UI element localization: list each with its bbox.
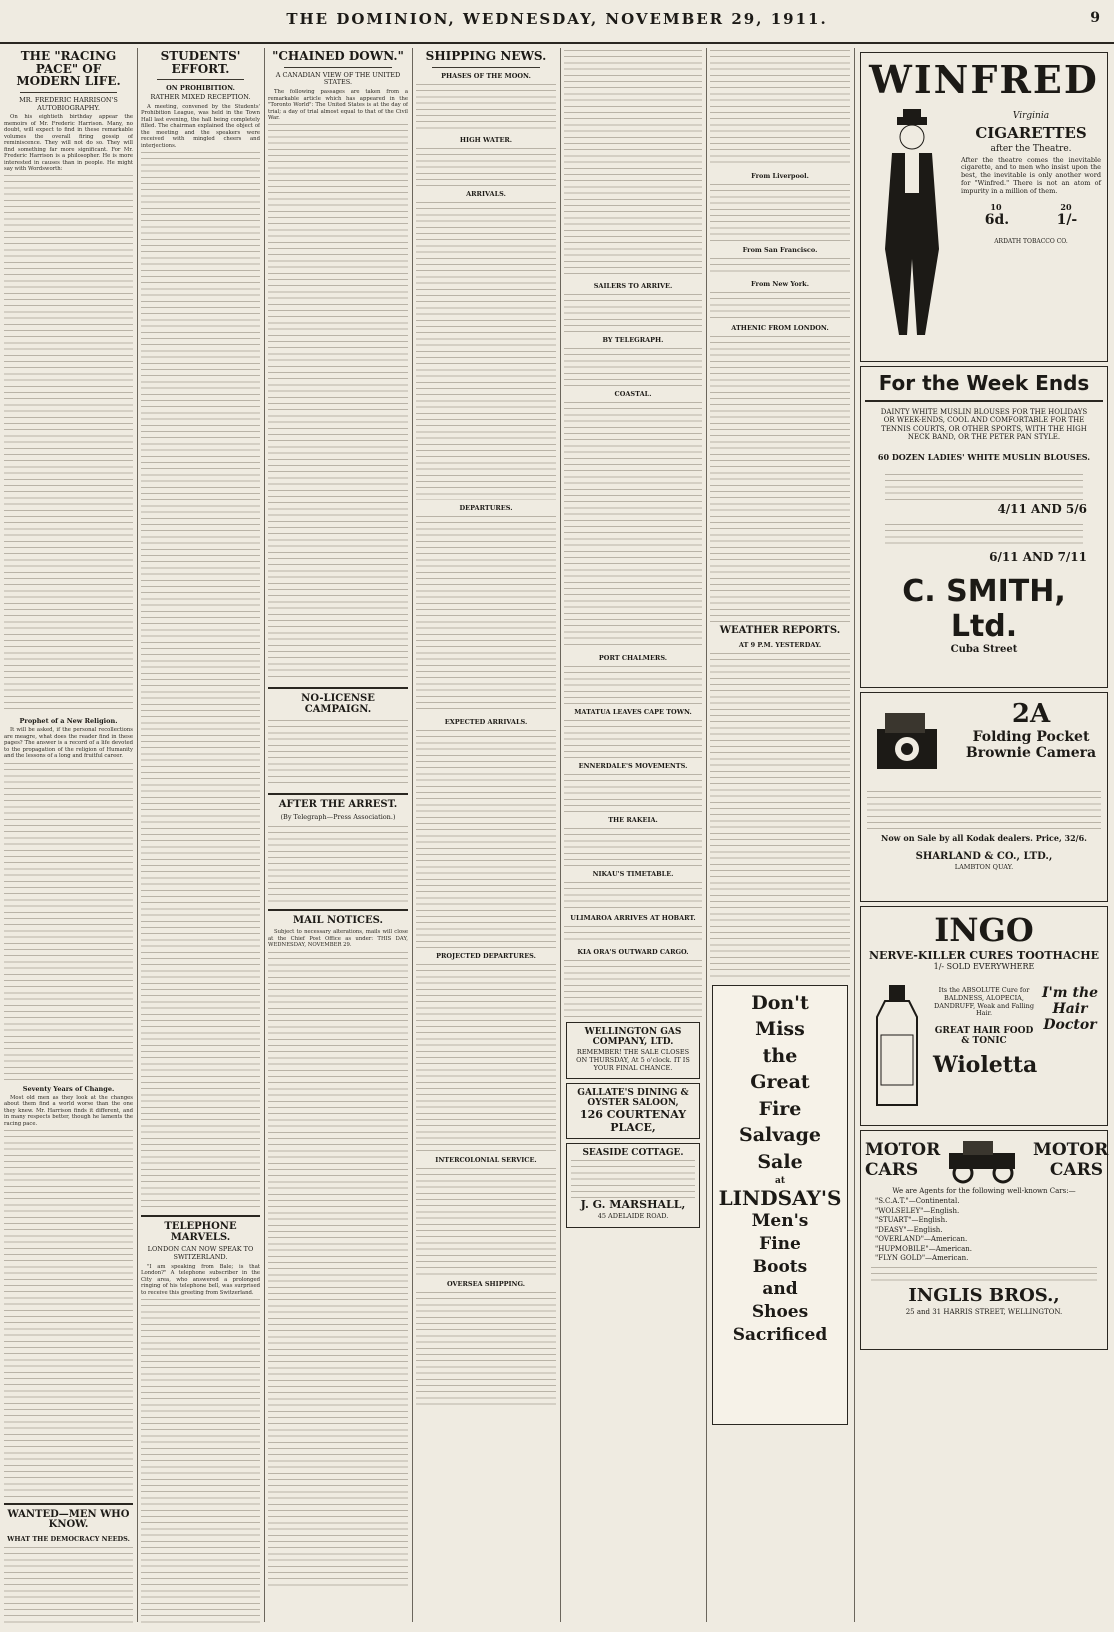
winfred-maker: ARDATH TOBACCO CO.	[994, 237, 1068, 245]
text-block	[564, 958, 702, 1018]
article-dek: (By Telegraph—Press Association.)	[280, 812, 396, 821]
winfred-count-1: 10	[990, 201, 1002, 212]
advert-title: SEASIDE COTTAGE.	[582, 1148, 684, 1159]
article-headline: WANTED—MEN WHO KNOW.	[7, 1508, 130, 1531]
salvage-word: Sale	[757, 1151, 803, 1174]
motor-list-item: "HUPMOBILE"—American.	[875, 1244, 972, 1253]
text-block	[564, 346, 702, 386]
article-dek: RATHER MIXED RECEPTION.	[150, 93, 251, 102]
hair-tonic: GREAT HAIR FOOD & TONIC	[934, 1026, 1034, 1047]
section-subhead: ARRIVALS.	[466, 189, 506, 198]
text-block	[564, 664, 702, 704]
winfred-copy-block	[961, 109, 1101, 247]
section-subhead: COASTAL.	[614, 390, 652, 398]
divider	[4, 1503, 133, 1505]
motor-list-item: "DEASY"—English.	[875, 1225, 943, 1234]
bottle-icon	[867, 985, 927, 1109]
text-block	[564, 400, 702, 650]
ingo-tag: NERVE-KILLER CURES TOOTHACHE	[868, 949, 1100, 962]
salvage-word: Fine	[759, 1233, 801, 1254]
bottle-drawing	[867, 985, 927, 1109]
kodak-name: Folding Pocket Brownie Camera	[965, 729, 1097, 761]
article-paragraph: It will be asked, if the personal recollections are meagre, what does the reader find in these pages? The answer is a record of a life devoted to the propagation of the religion of Humanity and the lessons of a long and fruitful career.	[4, 727, 133, 760]
article-paragraph: On his eightieth birthday appear the memoirs of Mr. Frederic Harrison. Many, no doubt, will expect to find in these remarkable volumes the overall firing gossip of reminiscence. They will not do so. They will find something far more significant. For Mr. Frederic Harrison is a philosopher. He is more interested in causes than in people. He might say with Wordsworth:	[4, 114, 133, 172]
hair-headline: I'm the Hair Doctor	[1041, 985, 1099, 1033]
advert-motor-cars	[860, 1130, 1108, 1350]
masthead	[0, 8, 1114, 44]
salvage-word: Great	[750, 1071, 810, 1094]
section-subhead: DEPARTURES.	[459, 503, 513, 512]
section-subhead: PHASES OF THE MOON.	[441, 71, 531, 80]
salvage-words	[717, 990, 843, 1176]
winfred-counts	[961, 202, 1101, 212]
text-block	[4, 1128, 133, 1498]
text-block	[885, 472, 1083, 502]
article-dek: A CANADIAN VIEW OF THE UNITED STATES.	[275, 70, 401, 87]
article-paragraph: Subject to necessary alterations, mails will close at the Chief Post Office as under: THIS DAY, WEDNESDAY, NOVEMBER 29.	[268, 929, 408, 949]
advert-copy: REMEMBER! THE SALE CLOSES ON THURSDAY, At 5 o'clock. IT IS YOUR FINAL CHANCE.	[576, 1048, 690, 1072]
text-block	[564, 718, 702, 758]
motor-address: 25 and 31 HARRIS STREET, WELLINGTON.	[905, 1308, 1063, 1317]
article-body	[4, 1095, 133, 1127]
text-block	[867, 789, 1101, 829]
text-block	[564, 826, 702, 866]
text-block	[416, 1166, 556, 1276]
kodak-model: 2A	[1011, 699, 1051, 729]
article-subhead: Prophet of a New Religion.	[19, 717, 118, 726]
ingo-price: 1/- SOLD EVERYWHERE	[933, 962, 1035, 971]
article-dek: MR. FREDERIC HARRISON'S AUTOBIOGRAPHY.	[19, 95, 118, 112]
winfred-tag: after the Theatre.	[990, 143, 1072, 154]
advert-title: GALLATE'S DINING & OYSTER SALOON,	[577, 1088, 689, 1109]
article-body	[4, 727, 133, 759]
winfred-brand: WINFRED	[869, 57, 1099, 102]
text-block	[416, 200, 556, 500]
motor-list-item: "OVERLAND"—American.	[875, 1235, 968, 1244]
column-1	[4, 48, 133, 1624]
section-subhead: ULIMAROA ARRIVES AT HOBART.	[570, 914, 696, 922]
article-paragraph: "I am speaking from Bale; is that London?" A telephone subscriber in the City area, who answered a prolonged ringing of his telephone bell, was surprised to receive this greeting from Switzerland.	[141, 1263, 260, 1296]
section-subhead: ATHENIC FROM LONDON.	[731, 324, 829, 332]
section-subhead: From New York.	[751, 280, 809, 288]
article-body	[268, 929, 408, 948]
column-rule	[854, 48, 855, 1622]
section-subhead: From Liverpool.	[751, 172, 809, 180]
text-block	[416, 514, 556, 714]
smoker-figure-drawing	[867, 109, 957, 339]
week-dozen: 60 DOZEN LADIES' WHITE MUSLIN BLOUSES.	[877, 451, 1091, 462]
camera-drawing	[867, 699, 953, 785]
winfred-sub: Virginia	[1012, 111, 1050, 121]
article-subhead: WHAT THE DEMOCRACY NEEDS.	[7, 1534, 130, 1543]
section-subhead: INTERCOLONIAL SERVICE.	[435, 1155, 537, 1164]
article-paragraph: The following passages are taken from a remarkable article which has appeared in the "Toronto World": The United States is at the day of trial; a day of trial almost equal to that of the Civil War.	[268, 89, 408, 121]
article-paragraph: Most old men as they look at the changes about them find a world worse than the one they knew. Mr. Harrison finds it different, and in many respects better, though he laments the racing pace.	[4, 1094, 133, 1127]
text-block	[885, 522, 1083, 544]
divider	[268, 793, 408, 795]
text-block	[564, 924, 702, 944]
section-subhead: OVERSEA SHIPPING.	[446, 1279, 526, 1288]
text-block	[268, 950, 408, 1590]
text-block	[268, 122, 408, 682]
text-block	[268, 824, 408, 904]
salvage-word: Fire	[758, 1097, 802, 1120]
column-rule	[137, 48, 138, 1622]
section-subhead: KIA ORA'S OUTWARD CARGO.	[577, 948, 689, 956]
kodak-agent-address: LAMBTON QUAY.	[954, 863, 1014, 871]
article-headline: THE "RACING PACE" OF MODERN LIFE.	[16, 49, 121, 89]
advert-gas-company	[566, 1022, 700, 1079]
text-block	[416, 728, 556, 948]
text-block	[564, 880, 702, 910]
article-subhead: ON PROHIBITION.	[166, 84, 235, 93]
advert-name: J. G. MARSHALL,	[580, 1198, 686, 1212]
column-5	[564, 48, 702, 1624]
motor-firm: INGLIS BROS.,	[908, 1285, 1060, 1307]
winfred-product: CIGARETTES	[975, 123, 1087, 142]
motor-list	[875, 1197, 1093, 1263]
text-block	[710, 651, 850, 981]
text-block	[416, 962, 556, 1152]
advert-marshall	[566, 1143, 700, 1228]
advert-address: 126 COURTENAY PLACE,	[579, 1108, 687, 1135]
salvage-word: Salvage	[739, 1124, 821, 1147]
winfred-prices	[961, 212, 1101, 228]
column-6	[710, 48, 850, 1624]
text-block	[4, 173, 133, 713]
text-block	[564, 292, 702, 332]
article-headline: AFTER THE ARREST.	[278, 799, 398, 811]
text-block	[141, 150, 260, 1210]
motor-list-item: "FLYN GOLD"—American.	[875, 1254, 969, 1263]
motor-list-item: "S.C.A.T."—Continental.	[875, 1197, 960, 1206]
motor-car-icon	[939, 1135, 1029, 1185]
salvage-word: Don't	[751, 991, 809, 1014]
column-rule	[264, 48, 265, 1622]
hair-copy-block	[933, 985, 1038, 1079]
text-block	[710, 334, 850, 624]
article-headline: WEATHER REPORTS.	[719, 625, 841, 636]
kodak-agent: SHARLAND & CO., LTD.,	[915, 851, 1053, 862]
masthead-title: THE DOMINION, WEDNESDAY, NOVEMBER 29, 1911.	[286, 10, 828, 28]
salvage-word: Shoes	[751, 1302, 809, 1323]
text-block	[416, 146, 556, 186]
section-subhead: AT 9 P.M. YESTERDAY.	[738, 640, 822, 649]
week-copy: DAINTY WHITE MUSLIN BLOUSES FOR THE HOLIDAYS OR WEEK-ENDS, COOL AND COMFORTABLE FOR THE TENNIS COURTS, OR OTHER SPORTS, WITH THE HIGH NECK BAND, OR THE PETER PAN STYLE.	[880, 408, 1088, 442]
advert-salvage-sale	[712, 985, 848, 1425]
divider	[284, 67, 392, 68]
divider	[865, 400, 1103, 402]
advert-ingo-and-hair	[860, 906, 1108, 1126]
article-body	[4, 114, 133, 172]
section-subhead: PROJECTED DEPARTURES.	[436, 951, 536, 960]
motor-list-item: "STUART"—English.	[875, 1216, 948, 1225]
divider	[157, 79, 244, 80]
advert-winfred	[860, 52, 1108, 362]
ingo-name: INGO	[934, 911, 1034, 949]
section-subhead: HIGH WATER.	[459, 135, 513, 144]
article-headline: TELEPHONE MARVELS.	[164, 1221, 237, 1243]
article-headline: "CHAINED DOWN."	[272, 49, 404, 63]
article-paragraph: A meeting, convened by the Students' Prohibition League, was held in the Town Hall last evening, the hall being completely filled. The chairman explained the object of the meeting and the speakers were received with mingled cheers and interjections.	[141, 103, 260, 149]
text-block	[710, 48, 850, 168]
text-block	[4, 1545, 133, 1624]
hair-doctor-block	[1039, 985, 1101, 1033]
advert-kodak	[860, 692, 1108, 902]
article-headline: MAIL NOTICES.	[293, 914, 383, 926]
motor-right: MOTOR CARS	[1033, 1140, 1109, 1180]
column-7-adverts	[858, 48, 1110, 1624]
salvage-word: and	[762, 1279, 798, 1300]
text-block	[141, 1297, 260, 1624]
winfred-price-2: 1/-	[1056, 211, 1078, 228]
text-block	[416, 1290, 556, 1410]
page-number: 9	[1090, 10, 1100, 26]
winfred-copy: After the theatre comes the inevitable cigarette, and to men who insist upon the best, the inevitable is only another word for "Winfred." There is not an atom of impurity in a million of them.	[961, 155, 1101, 195]
section-subhead: PORT CHALMERS.	[598, 654, 668, 662]
section-subhead: BY TELEGRAPH.	[602, 336, 664, 344]
article-headline: NO-LICENSE CAMPAIGN.	[301, 693, 375, 715]
salvage-shop: LINDSAY'S	[718, 1185, 842, 1210]
winfred-count-2: 20	[1060, 201, 1072, 212]
camera-icon	[867, 699, 953, 785]
article-subhead: Seventy Years of Change.	[22, 1084, 115, 1093]
ingo-block	[865, 911, 1103, 971]
week-price-2: 6/11 AND 7/11	[989, 549, 1087, 564]
article-headline: SHIPPING NEWS.	[425, 49, 547, 63]
article-body	[141, 1264, 260, 1296]
section-subhead: From San Francisco.	[742, 246, 818, 254]
motor-list-item: "WOLSELEY"—English.	[875, 1206, 960, 1215]
salvage-word: Miss	[755, 1018, 805, 1041]
section-subhead: THE RAKEIA.	[608, 816, 658, 824]
salvage-word: Men's	[751, 1210, 809, 1231]
hair-copy: Its the ABSOLUTE Cure for BALDNESS, ALOPECIA, DANDRUFF, Weak and Falling Hair.	[933, 986, 1034, 1018]
motor-header	[865, 1135, 1109, 1185]
text-block	[710, 290, 850, 320]
text-block	[871, 1265, 1097, 1283]
advert-title: WELLINGTON GAS COMPANY, LTD.	[584, 1027, 682, 1047]
text-block	[4, 761, 133, 1081]
section-subhead: ENNERDALE'S MOVEMENTS.	[578, 762, 688, 770]
text-block	[710, 182, 850, 242]
article-headline: STUDENTS' EFFORT.	[160, 49, 241, 76]
text-block	[416, 82, 556, 132]
salvage-word: the	[762, 1044, 798, 1067]
salvage-word: Boots	[752, 1256, 808, 1277]
section-subhead: SAILERS TO ARRIVE.	[593, 282, 673, 290]
advert-address: 45 ADELAIDE ROAD.	[597, 1212, 669, 1221]
salvage-word: Sacrificed	[732, 1325, 828, 1346]
column-rule	[560, 48, 561, 1622]
text-block	[710, 256, 850, 276]
column-3	[268, 48, 408, 1624]
column-4	[416, 48, 556, 1624]
motor-left: MOTOR CARS	[865, 1140, 941, 1180]
divider	[20, 92, 117, 93]
salvage-at: at	[775, 1175, 785, 1186]
article-dek: LONDON CAN NOW SPEAK TO SWITZERLAND.	[147, 1245, 254, 1261]
divider	[268, 687, 408, 689]
hair-product: Wioletta	[933, 1052, 1038, 1079]
divider	[141, 1215, 260, 1217]
text-block	[564, 48, 702, 278]
column-2	[141, 48, 260, 1624]
salvage-tail	[717, 1210, 843, 1348]
text-block	[268, 718, 408, 788]
kodak-copy	[867, 789, 1101, 874]
section-subhead: EXPECTED ARRIVALS.	[444, 717, 528, 726]
week-title: For the Week Ends	[878, 371, 1090, 395]
week-price-1: 4/11 AND 5/6	[997, 501, 1087, 516]
advert-gallate	[566, 1083, 700, 1139]
advert-week-ends	[860, 366, 1108, 688]
column-rule	[706, 48, 707, 1622]
text-block	[571, 1158, 695, 1198]
winfred-price-1: 6d.	[984, 211, 1010, 228]
motor-intro: We are Agents for the following well-known Cars:—	[892, 1187, 1076, 1195]
divider	[432, 67, 540, 68]
text-block	[564, 772, 702, 812]
smoker-figure	[867, 109, 957, 339]
section-subhead: NIKAU'S TIMETABLE.	[592, 870, 674, 878]
kodak-title-block	[961, 699, 1101, 761]
article-body	[268, 89, 408, 121]
week-street: Cuba Street	[950, 643, 1018, 655]
section-subhead: MATATUA LEAVES CAPE TOWN.	[574, 708, 692, 716]
divider	[268, 909, 408, 911]
week-shop: C. SMITH, Ltd.	[902, 573, 1066, 644]
kodak-price: Now on Sale by all Kodak dealers. Price, 32/6.	[881, 833, 1087, 843]
article-body	[141, 104, 260, 149]
column-rule	[412, 48, 413, 1622]
